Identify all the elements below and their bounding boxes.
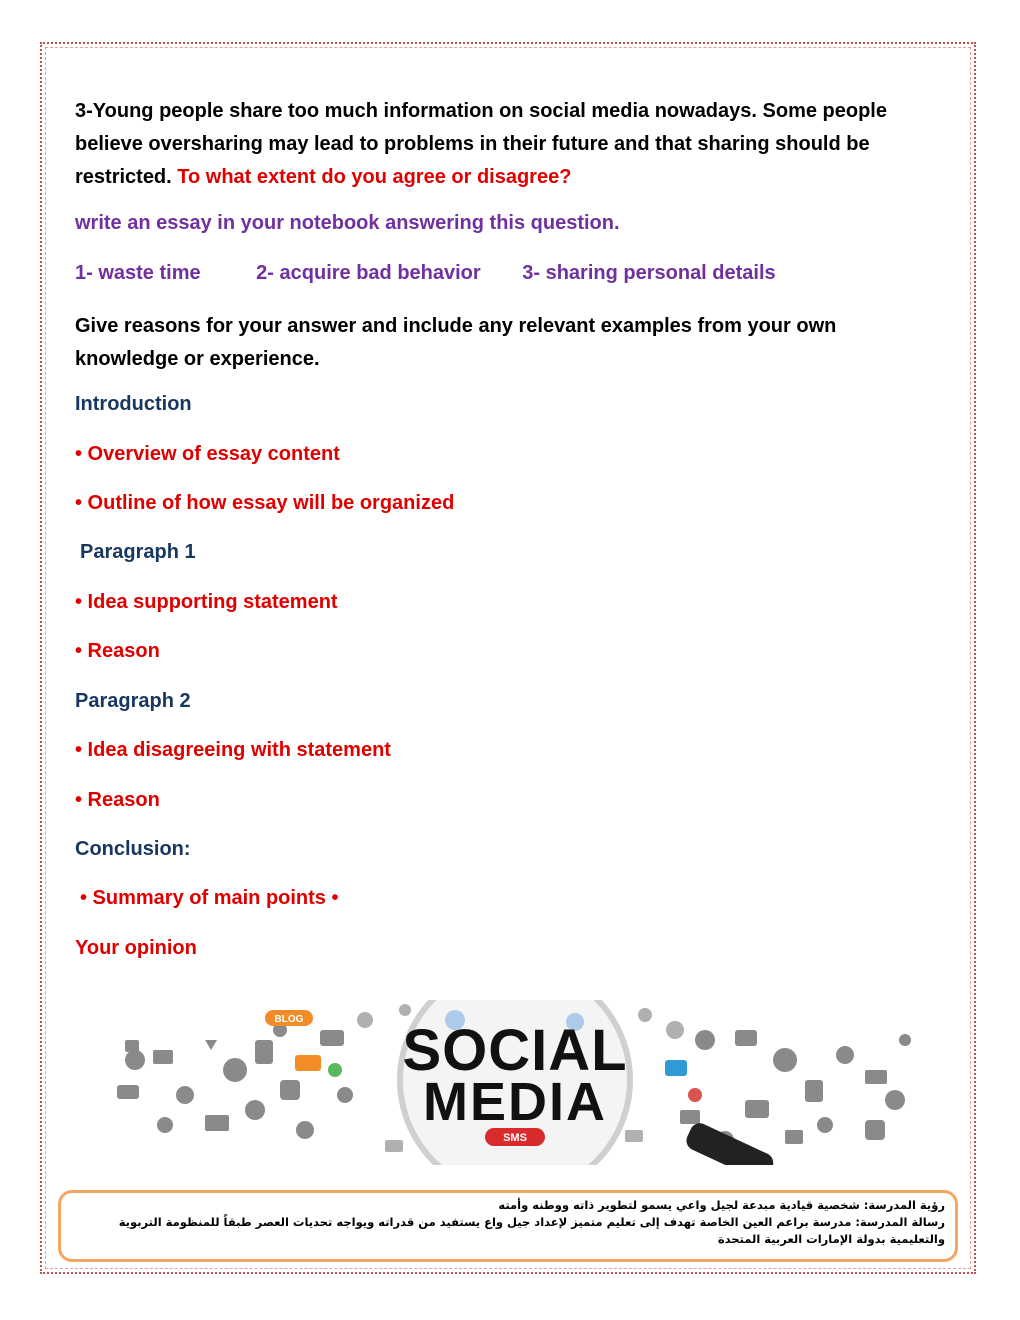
introduction-item-1: • Overview of essay content (75, 443, 340, 465)
paragraph1-heading: Paragraph 1 (80, 541, 196, 563)
question-prompt: To what extent do you agree or disagree? (177, 166, 572, 188)
point-3: 3- sharing personal details (522, 262, 776, 284)
image-title-social: SOCIAL (402, 1018, 628, 1083)
points-list (75, 262, 776, 285)
conclusion-item-2: Your opinion (75, 937, 197, 959)
paragraph2-item-1: • Idea disagreeing with statement (75, 739, 391, 761)
paragraph2-item-2: • Reason (75, 789, 160, 811)
social-media-illustration (105, 1000, 925, 1165)
reasons-prompt: Give reasons for your answer and include any relevant examples from your own knowledge or experience. (75, 315, 837, 370)
conclusion-item-1: • Summary of main points • (80, 887, 339, 909)
introduction-item-2: • Outline of how essay will be organized (75, 492, 455, 514)
tag-blog-text: BLOG (274, 1014, 304, 1025)
footer-mission: رسالة المدرسة: مدرسة براعم العين الخاصة تهدف إلى تعليم متميز لإعداد جيل واع يستفيد من قدراته ويواجه تحديات العصر طبقاً للمنظومة التربوية والتعليمية بدولة الإمارات العربية المتحدة (118, 1215, 945, 1246)
instruction: write an essay in your notebook answering this question. (75, 212, 620, 234)
school-footer (58, 1190, 958, 1262)
point-2: 2- acquire bad behavior (256, 262, 481, 284)
point-1: 1- waste time (75, 262, 201, 284)
question-statement: 3-Young people share too much information on social media nowadays. Some people believe oversharing may lead to problems in their future and that sharing should be restricted. (75, 100, 887, 188)
paragraph1-item-2: • Reason (75, 640, 160, 662)
footer-vision: رؤية المدرسة: شخصية قيادية مبدعة لجيل واعي يسمو لتطوير ذاته ووطنه وأمته (498, 1198, 945, 1212)
tag-blog (265, 1010, 313, 1026)
question-text (75, 95, 895, 194)
image-title-media: MEDIA (423, 1072, 607, 1132)
introduction-heading: Introduction (75, 393, 192, 415)
paragraph2-heading: Paragraph 2 (75, 690, 191, 712)
conclusion-heading: Conclusion: (75, 838, 191, 860)
tag-sms-text: SMS (503, 1132, 527, 1144)
paragraph1-item-1: • Idea supporting statement (75, 591, 338, 613)
